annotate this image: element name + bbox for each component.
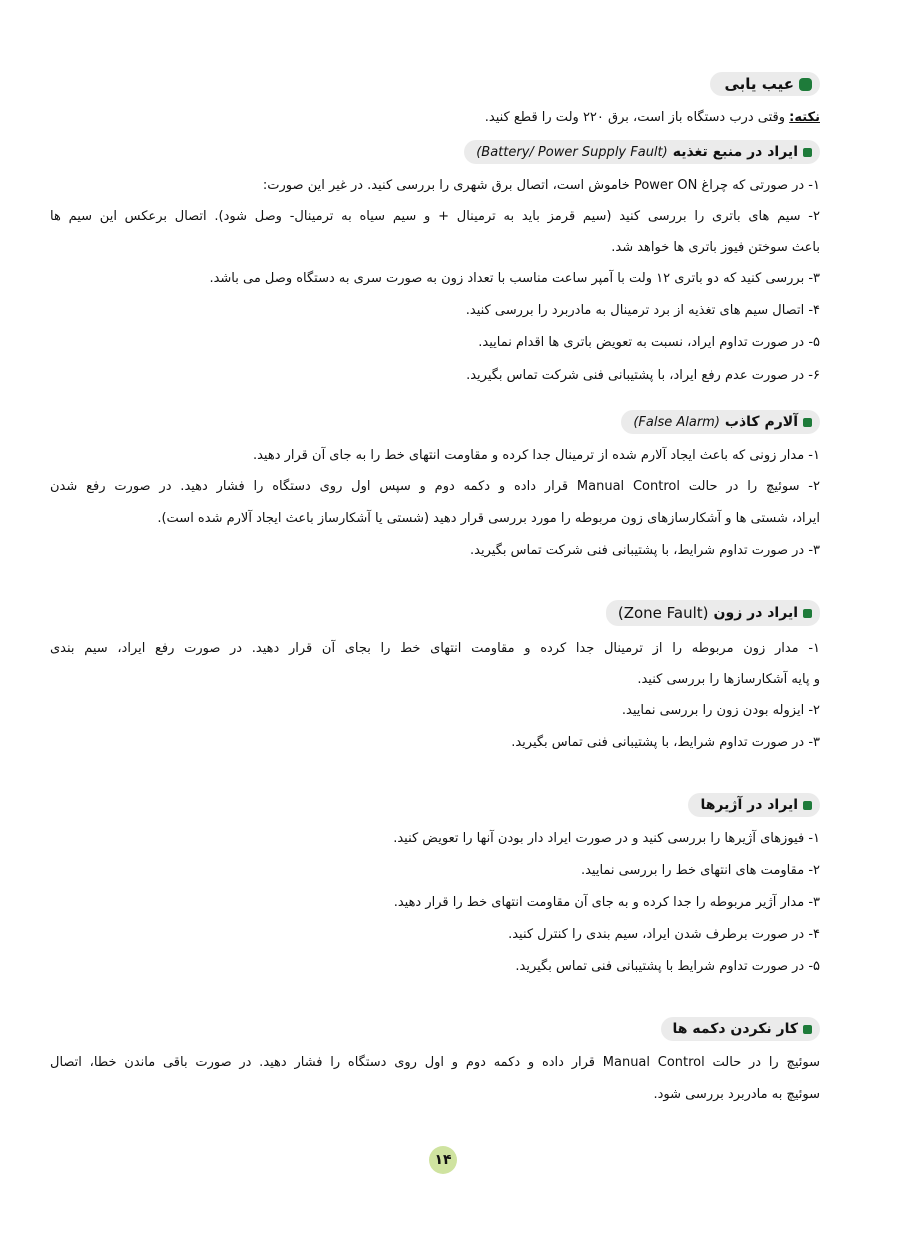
bullet-square-icon [799,78,812,91]
section-buttons-heading [661,1017,821,1041]
bullet-square-icon [803,609,812,618]
section-title: ایراد در آژیرها [700,797,798,813]
section-title: کار نکردن دکمه ها [672,1021,798,1037]
list-item: و پایه آشکارسازها را بررسی کنید. [637,672,820,687]
list-item: ۳- در صورت تداوم شرایط، با پشتیبانی فنی شرکت تماس بگیرید. [470,543,820,558]
list-item: ۱- فیوزهای آژیرها را بررسی کنید و در صورت ایراد دار بودن آنها را تعویض کنید. [393,831,820,846]
list-item: ۱- مدار زونی که باعث ایجاد آلارم شده از ترمینال جدا کرده و مقاومت انتهای خط را به جای آن قرار دهید. [252,448,820,463]
section-title: آلارم کاذب [724,414,798,430]
list-item: ۲- مقاومت های انتهای خط را بررسی نمایید. [580,863,820,878]
note-label: نکته: [789,110,820,125]
list-item: ۶- در صورت عدم رفع ایراد، با پشتیبانی فنی شرکت تماس بگیرید. [466,368,820,383]
bullet-square-icon [803,418,812,427]
list-item: ۲- ایزوله بودن زون را بررسی نمایید. [621,703,820,718]
section-title: ایراد در منبع تغذیه [672,144,798,160]
list-item: ۵- در صورت تداوم ایراد، نسبت به تعویض باتری ها اقدام نمایید. [478,335,820,350]
note-paragraph [50,108,820,128]
list-item: باعث سوختن فیوز باتری ها خواهد شد. [611,240,820,255]
main-title-heading [710,72,820,96]
note-text: وقتی درب دستگاه باز است، برق ۲۲۰ ولت را قطع کنید. [484,110,790,125]
section-sirens-heading [688,793,820,817]
list-item: ۴- اتصال سیم های تغذیه از برد ترمینال به مادربرد را بررسی کنید. [465,303,820,318]
list-item: ایراد، شستی ها و آشکارسازهای زون مربوطه را مورد بررسی قرار دهید (شستی یا آشکارساز باعث ایجاد آلارم شده است). [157,511,820,526]
list-item: ۱- مدار زون مربوطه را از ترمینال جدا کرده و مقاومت انتهای خط را بجای آن قرار دهید. در صورت رفع ایراد، سیم بندی [50,641,820,656]
bullet-square-icon [803,1025,812,1034]
list-item: ۳- در صورت تداوم شرایط، با پشتیبانی فنی تماس بگیرید. [511,735,820,750]
section-zone-fault-heading [606,600,820,626]
list-item: ۱- در صورتی که چراغ Power ON خاموش است، اتصال برق شهری را بررسی کنید. در غیر این صورت: [262,178,820,193]
main-title: عیب یابی [724,75,794,93]
list-item: ۴- در صورت برطرف شدن ایراد، سیم بندی را کنترل کنید. [508,927,820,942]
list-item: ۳- مدار آژیر مربوطه را جدا کرده و به جای آن مقاومت انتهای خط را قرار دهید. [393,895,820,910]
bullet-square-icon [803,801,812,810]
list-item: ۵- در صورت تداوم شرایط با پشتیبانی فنی تماس بگیرید. [515,959,820,974]
section-false-alarm-heading [621,410,820,434]
section-title: ایراد در زون [713,605,798,621]
list-item: سوئیچ را در حالت Manual Control قرار داده و دکمه دوم و اول روی دستگاه را فشار دهید. در صورت باقی ماندن خطا، اتصال [50,1055,820,1070]
page-number: ۱۴ [429,1146,457,1174]
bullet-square-icon [803,148,812,157]
section-title-en: (False Alarm) [633,414,720,430]
section-title-en: (Zone Fault) [617,604,709,622]
list-item: ۳- بررسی کنید که دو باتری ۱۲ ولت با آمپر ساعت مناسب با تعداد زون به صورت سری به دستگاه وصل می باشد. [209,271,820,286]
list-item: ۲- سیم های باتری را بررسی کنید (سیم قرمز باید به ترمینال + و سیم سیاه به ترمینال- وصل شود). اتصال برعکس این سیم ها [50,209,820,224]
document-page [50,0,820,1241]
section-battery-heading [464,140,820,164]
list-item: سوئیچ به مادربرد بررسی شود. [653,1087,820,1102]
list-item: ۲- سوئیچ را در حالت Manual Control قرار داده و دکمه دوم و سپس اول روی دستگاه را فشار دهید. در صورت رفع شدن [50,479,820,494]
section-title-en: (Battery/ Power Supply Fault) [476,144,668,160]
